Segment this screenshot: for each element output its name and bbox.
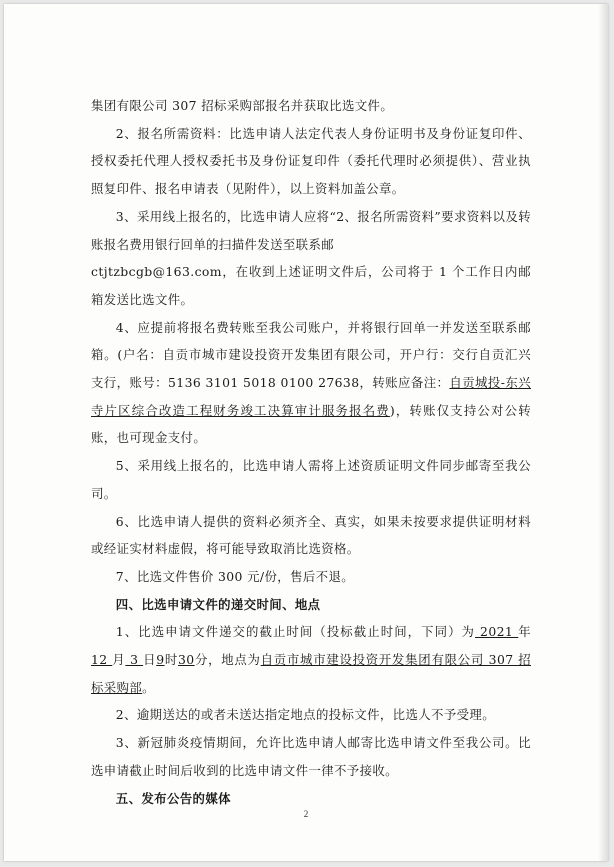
deadline-day: 3	[125, 652, 144, 668]
day-unit: 日	[143, 652, 157, 668]
hour-unit: 时	[164, 652, 179, 668]
fee-transfer-text: 4、应提前将报名费转账至我公司账户，并将银行回单一并发送至联系邮箱。(户名：自贡市城市建设投资开发集团有限公司，开户行：交行自贡汇兴支行，账号：5136 3101 5018 0100 27638，转账应备注：	[91, 319, 531, 391]
contact-email: ctjtzbcgb@163.com，在收到上述证明文件后，公司将于 1 个工作日内邮箱发送比选文件。	[91, 264, 531, 307]
deadline-hour: 9	[156, 652, 165, 668]
paragraph-deadline	[91, 618, 531, 701]
year-unit: 年	[518, 624, 532, 640]
submission-place: 自贡市城市建设投资开发集团有限公司 307 招标采购部	[91, 652, 532, 695]
online-registration-text: 3、采用线上报名的，比选申请人应将“2、报名所需资料”要求资料以及转账报名费用银行回单的扫描件发送至联系邮	[91, 208, 531, 252]
deadline-year: 2021	[475, 624, 519, 640]
paragraph-authenticity: 6、比选申请人提供的资料必须齐全、真实，如果未按要求提供证明材料或经证实材料虚假，将可能导致取消比选资格。	[91, 513, 531, 557]
deadline-month: 12	[91, 652, 113, 668]
paragraph-late-submission: 2、逾期送达的或者未送达指定地点的投标文件，比选人不予受理。	[115, 707, 496, 723]
document-body	[91, 92, 531, 812]
deadline-place-intro: 分，地点为	[194, 652, 261, 668]
paragraph-required-materials: 2、报名所需资料：比选申请人法定代表人身份证明书及身份证复印件、授权委托代理人授权委托书及身份证复印件（委托代理时必须提供）、营业执照复印件、报名申请表（见附件），以上资料加盖公章。	[91, 125, 531, 197]
paragraph-mail-documents: 5、采用线上报名的，比选申请人需将上述资质证明文件同步邮寄至我公司。	[91, 458, 531, 501]
paragraph-document-price: 7、比选文件售价 300 元/份，售后不退。	[115, 568, 355, 584]
deadline-text: 1、比选申请文件递交的截止时间（投标截止时间，下同）为	[115, 624, 476, 640]
section-heading-submission: 四、比选申请文件的递交时间、地点	[115, 596, 321, 612]
page-edge-shadow	[598, 4, 608, 861]
deadline-period: 。	[142, 679, 155, 695]
paragraph-covid-mail: 3、新冠肺炎疫情期间，允许比选申请人邮寄比选申请文件至我公司。比选申请截止时间后收到的比选申请文件一律不予接收。	[91, 735, 531, 778]
deadline-minute: 30	[178, 652, 195, 668]
section-heading-media: 五、发布公告的媒体	[115, 790, 231, 806]
paragraph-online-registration	[91, 203, 531, 314]
page-number: 2	[303, 809, 309, 819]
month-unit: 月	[112, 652, 126, 668]
paragraph-fee-transfer	[91, 314, 531, 453]
paragraph-continuation: 集团有限公司 307 招标采购部报名并获取比选文件。	[91, 98, 394, 113]
document-page	[4, 4, 608, 861]
transfer-remark: 自贡城投-东兴寺片区综合改造工程财务竣工决算审计服务报名费	[91, 375, 531, 418]
fee-transfer-tail: )，转账仅支持公对公转账，也可现金支付。	[91, 402, 532, 446]
